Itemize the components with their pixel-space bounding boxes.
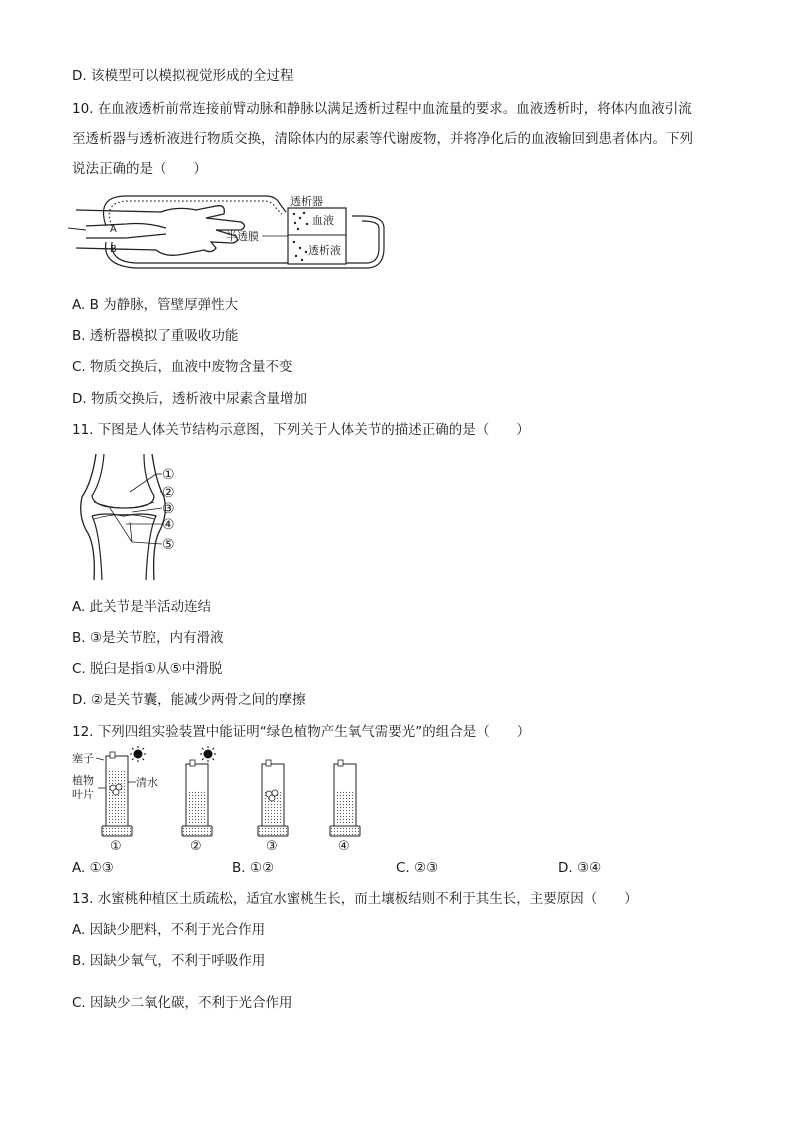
q12-option-d: D. ③④	[558, 860, 602, 876]
q10-stem-line2: 至透析器与透析液进行物质交换，清除体内的尿素等代谢废物，并将净化后的血液输回到患者体内。下列	[72, 131, 693, 147]
q11-option-c: C. 脱臼是指①从⑤中滑脱	[72, 661, 223, 677]
q13-stem: 13. 水蜜桃种植区土质疏松，适宜水蜜桃生长，而土壤板结则不利于其生长，主要原因（ ）	[72, 891, 638, 907]
label-plant: 植物	[72, 774, 94, 787]
q10-option-a: A. B 为静脉，管壁厚弹性大	[72, 297, 239, 313]
label-b: B	[110, 244, 117, 255]
q10-option-c: C. 物质交换后，血液中废物含量不变	[72, 359, 293, 375]
q10-stem-line1: 10. 在血液透析前常连接前臂动脉和静脉以满足透析过程中血流量的要求。血液透析时，将体内血液引流	[72, 101, 692, 117]
tube-1	[102, 746, 146, 854]
q10-stem-line3: 说法正确的是（ ）	[72, 161, 207, 177]
q10-option-d: D. 物质交换后，透析液中尿素含量增加	[72, 391, 307, 407]
tube-label-2: ②	[190, 839, 202, 854]
dialysis-figure	[66, 188, 416, 278]
label-dialysate: 透析液	[308, 244, 341, 257]
label-leaf: 叶片	[72, 788, 94, 801]
tube-4	[330, 760, 360, 854]
q12-option-c: C. ②③	[396, 860, 439, 876]
tube-label-1: ①	[110, 839, 122, 854]
q13-option-b: B. 因缺少氧气，不利于呼吸作用	[72, 953, 266, 969]
q12-stem: 12. 下列四组实验装置中能证明“绿色植物产生氧气需要光”的组合是（ ）	[72, 724, 531, 740]
label-blood: 血液	[312, 214, 334, 227]
experiment-figure	[72, 746, 372, 854]
label-water: 清水	[136, 776, 158, 789]
q12-option-a: A. ①③	[72, 860, 114, 876]
q13-option-a: A. 因缺少肥料，不利于光合作用	[72, 922, 266, 938]
joint-label-4: ④	[162, 517, 175, 533]
joint-label-5: ⑤	[162, 537, 175, 553]
q10-option-b: B. 透析器模拟了重吸收功能	[72, 328, 239, 344]
label-stopper: 塞子	[72, 752, 94, 765]
joint-label-3: ③	[162, 501, 175, 517]
q9-option-d: D. 该模型可以模拟视觉形成的全过程	[72, 68, 294, 84]
joint-label-1: ①	[162, 467, 175, 483]
label-a: A	[110, 224, 117, 235]
q12-option-b: B. ①②	[232, 860, 275, 876]
q11-option-b: B. ③是关节腔，内有滑液	[72, 630, 224, 646]
joint-label-2: ②	[162, 485, 175, 501]
q13-option-c: C. 因缺少二氧化碳，不利于光合作用	[72, 995, 293, 1011]
label-dialyzer: 透析器	[290, 195, 323, 208]
joint-figure	[70, 452, 200, 584]
q11-stem: 11. 下图是人体关节结构示意图，下列关于人体关节的描述正确的是（ ）	[72, 422, 530, 438]
q11-option-d: D. ②是关节囊，能减少两骨之间的摩擦	[72, 692, 306, 708]
tube-label-3: ③	[266, 839, 278, 854]
label-membrane: 半透膜	[226, 230, 259, 243]
q11-option-a: A. 此关节是半活动连结	[72, 599, 212, 615]
tube-3	[258, 760, 288, 854]
tube-label-4: ④	[338, 839, 350, 854]
tube-2	[182, 746, 216, 854]
